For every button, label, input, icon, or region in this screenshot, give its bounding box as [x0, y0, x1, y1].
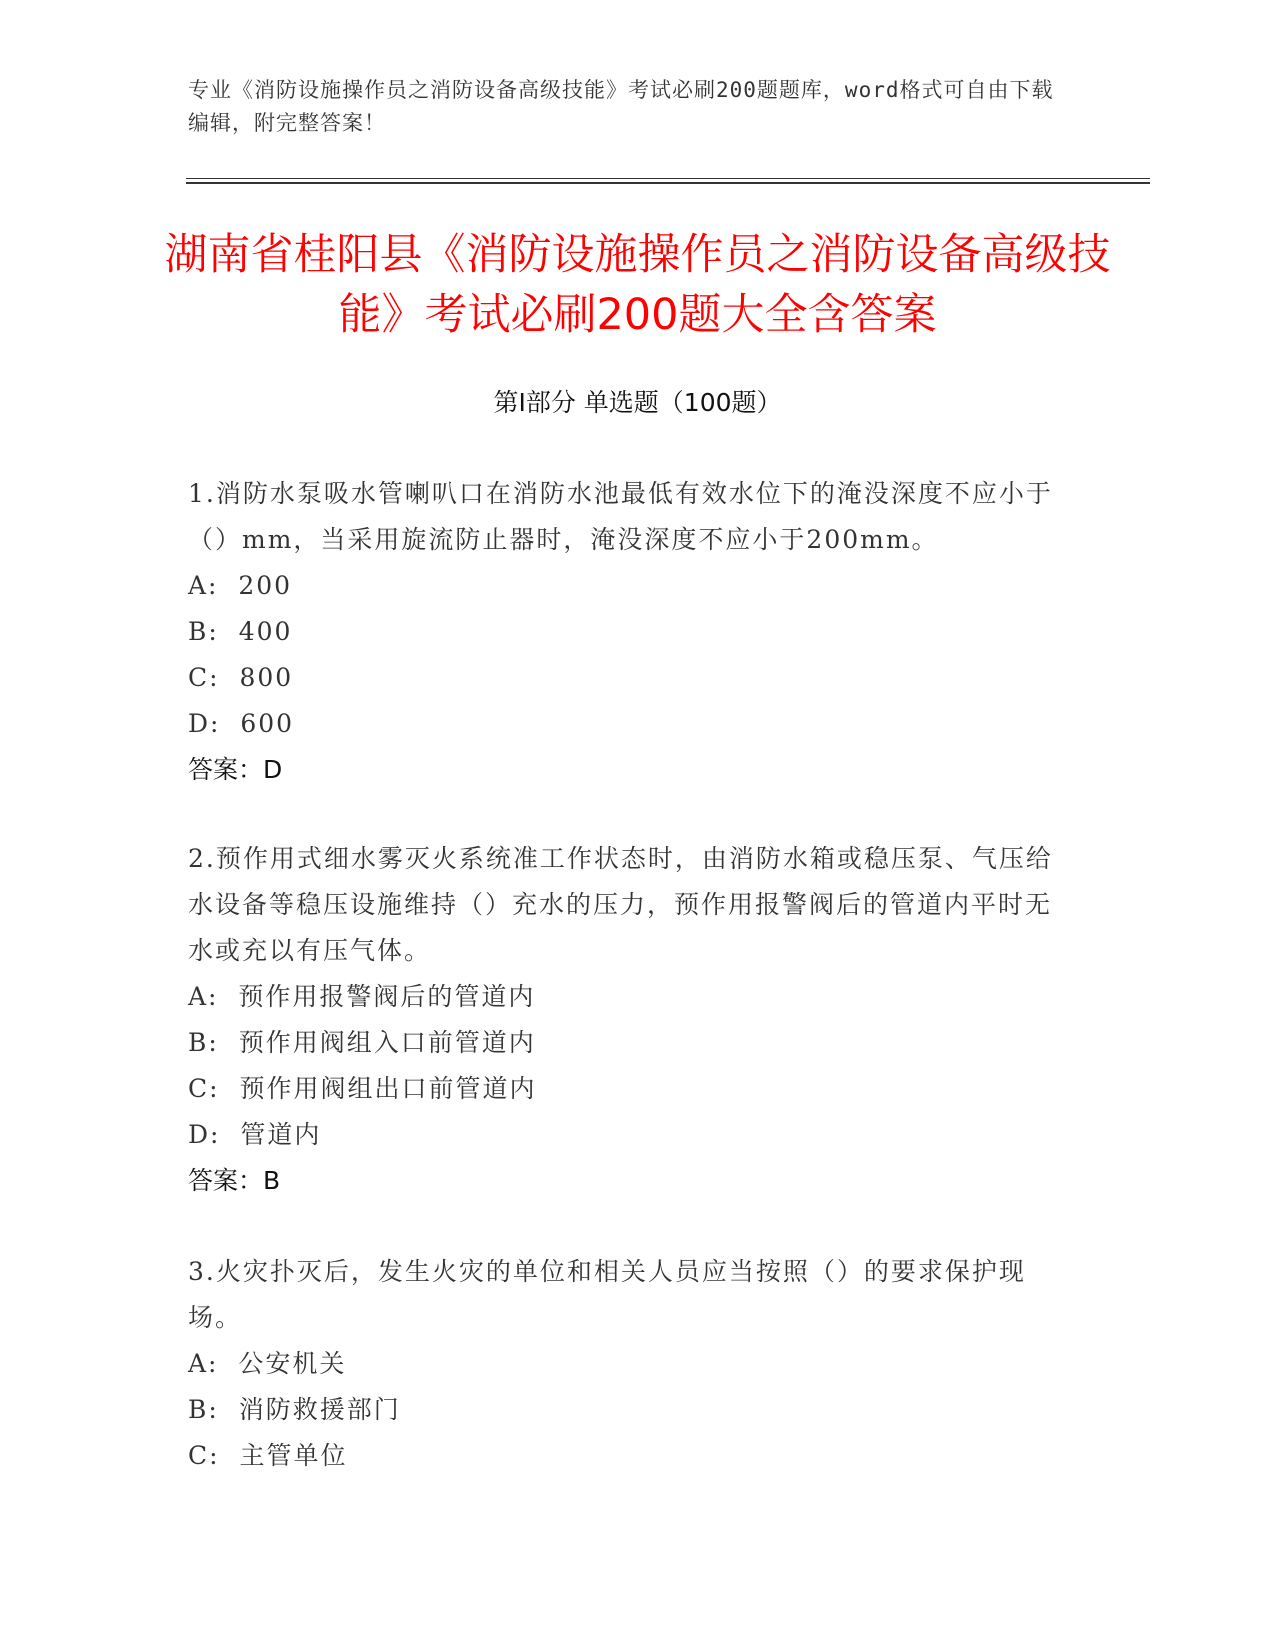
option-c: C: 主管单位 — [188, 1441, 348, 1470]
question-stem: 3.火灾扑灭后，发生火灾的单位和相关人员应当按照（）的要求保护现场。 — [188, 1257, 1026, 1332]
question-stem: 2.预作用式细水雾灭火系统准工作状态时，由消防水箱或稳压泵、气压给水设备等稳压设施维持（）充水的压力，预作用报警阀后的管道内平时无水或充以有压气体。 — [188, 844, 1053, 965]
header-note: 专业《消防设施操作员之消防设备高级技能》考试必刷200题题库，word格式可自由下载编辑，附完整答案！ — [188, 78, 1054, 135]
header-divider-thick — [186, 182, 1150, 184]
section-title: 第I部分 单选题（100题） — [493, 388, 782, 417]
document-title: 湖南省桂阳县《消防设施操作员之消防设备高级技能》考试必刷200题大全含答案 — [164, 230, 1111, 340]
question-item — [188, 836, 1068, 1204]
option-b: B: 预作用阀组入口前管道内 — [188, 1028, 536, 1057]
header-divider-thin — [186, 178, 1150, 179]
option-d: D: 600 — [188, 709, 295, 738]
question-item — [188, 471, 1068, 793]
option-c: C: 预作用阀组出口前管道内 — [188, 1074, 537, 1103]
option-b: B: 消防救援部门 — [188, 1395, 401, 1424]
option-a: A: 200 — [188, 571, 293, 600]
option-a: A: 预作用报警阀后的管道内 — [188, 982, 536, 1011]
option-d: D: 管道内 — [188, 1120, 322, 1149]
answer-label: 答案：D — [188, 755, 283, 784]
option-b: B: 400 — [188, 617, 293, 646]
answer-label: 答案：B — [188, 1166, 281, 1195]
question-stem: 1.消防水泵吸水管喇叭口在消防水池最低有效水位下的淹没深度不应小于（）mm，当采用旋流防止器时，淹没深度不应小于200mm。 — [188, 479, 1053, 554]
option-c: C: 800 — [188, 663, 294, 692]
question-item — [188, 1249, 1068, 1479]
option-a: A: 公安机关 — [188, 1349, 347, 1378]
